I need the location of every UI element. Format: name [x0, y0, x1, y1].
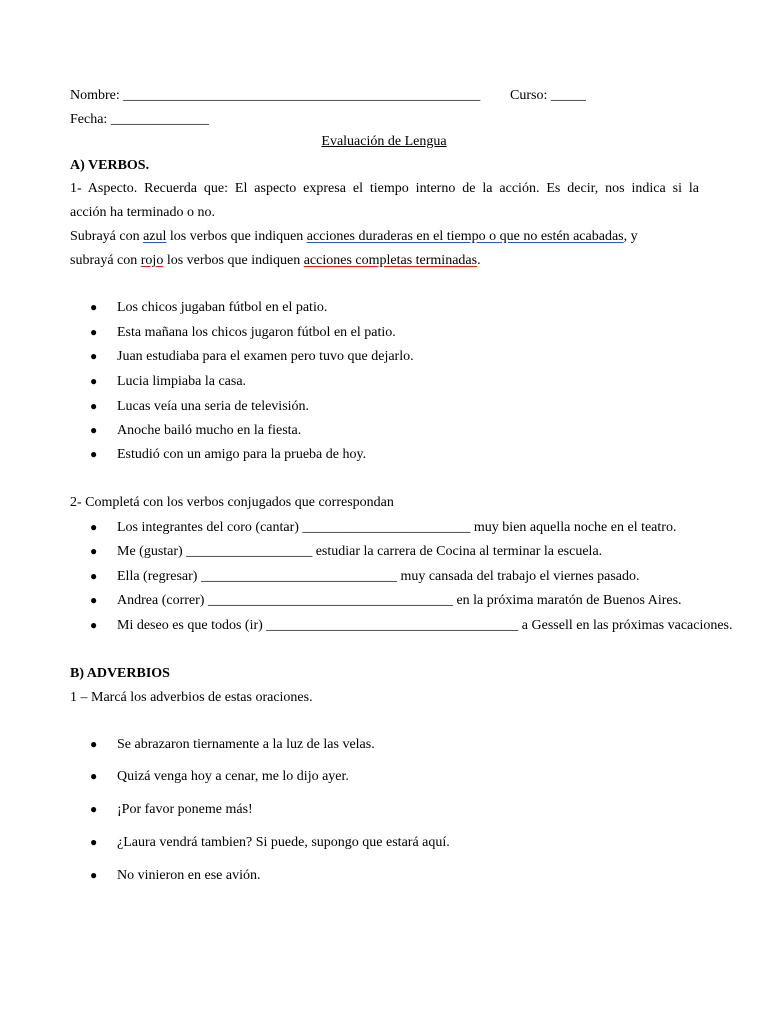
azul-word: azul — [143, 229, 167, 244]
bullet-icon: ● — [90, 618, 98, 632]
bullet-icon: ● — [90, 520, 98, 534]
instruction-line-2 — [70, 253, 481, 269]
bullet-icon: ● — [90, 802, 98, 816]
q1-aspect-line-1: 1- Aspecto. Recuerda que: El aspecto expresa el tiempo interno de la acción. Es decir, nos indica si la — [70, 181, 699, 196]
page-title: Evaluación de Lengua — [321, 134, 447, 149]
instruction-text: Subrayá con — [70, 229, 144, 244]
completas-phrase: acciones completas terminadas — [303, 253, 478, 268]
bullet-icon: ● — [90, 423, 98, 437]
curso-field: Curso: _____ — [510, 88, 586, 103]
q2-prompt: 2- Completá con los verbos conjugados que correspondan — [70, 495, 394, 510]
instruction-text: , y — [623, 229, 638, 244]
section-b-q1: 1 – Marcá los adverbios de estas oraciones. — [70, 690, 313, 705]
bullet-icon: ● — [90, 300, 98, 314]
worksheet-page: Nombre: ___________________________________________________ Curso: _____ Fecha: ______________ Evaluación de Lengua A) VERBOS. 1- Aspecto. Recuerda que: El aspecto expresa el tiempo interno de la acción. Es decir, nos indica si la acción ha terminado o no. Subrayá con azul los verbos que indiquen acciones duraderas en el tiempo o que no estén acabadas, y subrayá con rojo los verbos que indiquen acciones completas terminadas. ● Los chicos jugaban fútbol en el patio. ● Esta mañana los chicos jugaron fútbol en el patio. ● Juan estudiaba para el examen pero tuvo que dejarlo. ● Lucia limpiaba la casa. ● Lucas veía una seria de televisión. ● Anoche bailó mucho en la fiesta. ● Estudió con un amigo para la prueba de hoy. 2- Completá con los verbos conjugados que correspondan ● Los integrantes del coro (cantar) ________________________ muy bien aquella noche en el teatro. ● Me (gustar) __________________ estudiar la carrera de Cocina al terminar la escuela. ● Ella (regresar) ____________________________ muy cansada del trabajo el viernes pasado. ● Andrea (correr) ___________________________________ en la próxima maratón de Buenos Aires. ● Mi deseo es que todos (ir) ____________________________________ a Gessell en las próximas vacaciones. B) ADVERBIOS 1 – Marcá los adverbios de estas oraciones. ● Se abrazaron tiernamente a la luz de las velas. ● Quizá venga hoy a cenar, me lo dijo ayer. ● ¡Por favor poneme más! ● ¿Laura vendrá tambien? Si puede, supongo que estará aquí. ● No vinieron en ese avión. — [0, 0, 768, 1024]
section-a-heading: A) VERBOS. — [70, 158, 150, 173]
instruction-text: los verbos que indiquen — [163, 253, 304, 268]
nombre-field: Nombre: ___________________________________________________ — [70, 88, 481, 103]
bullet-icon: ● — [90, 769, 98, 783]
bullet-icon: ● — [90, 737, 98, 751]
section-b-heading: B) ADVERBIOS — [70, 666, 170, 681]
instruction-text: los verbos que indiquen — [166, 229, 307, 244]
instruction-line-1 — [70, 229, 638, 245]
instruction-text: subrayá con — [70, 253, 141, 268]
bullet-icon: ● — [90, 399, 98, 413]
bullet-icon: ● — [90, 447, 98, 461]
bullet-icon: ● — [90, 349, 98, 363]
rojo-word: rojo — [140, 253, 164, 268]
bullet-icon: ● — [90, 544, 98, 558]
bullet-icon: ● — [90, 868, 98, 882]
q1-aspect-line-2: acción ha terminado o no. — [70, 205, 216, 220]
bullet-icon: ● — [90, 325, 98, 339]
instruction-text: . — [477, 253, 481, 268]
duraderas-phrase: acciones duraderas en el tiempo o que no estén acabadas — [306, 229, 624, 244]
fecha-field: Fecha: ______________ — [70, 112, 209, 127]
bullet-icon: ● — [90, 593, 98, 607]
bullet-icon: ● — [90, 569, 98, 583]
bullet-icon: ● — [90, 374, 98, 388]
bullet-icon: ● — [90, 835, 98, 849]
